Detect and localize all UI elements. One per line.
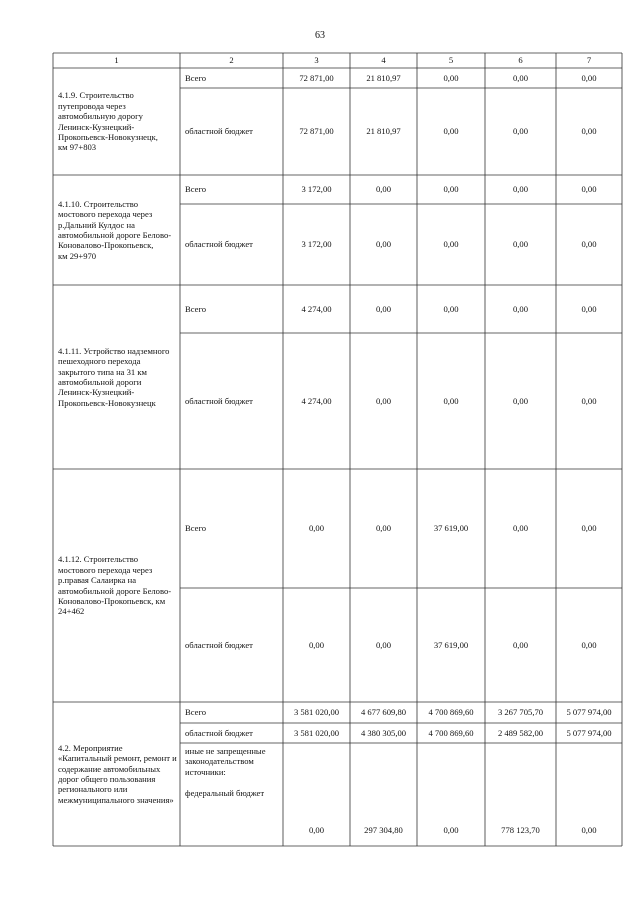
value-cell — [417, 175, 485, 204]
value-cell-text: 0,00 — [581, 824, 597, 835]
value-cell-text: 0,00 — [375, 523, 392, 534]
header-col-5 — [417, 55, 485, 68]
value-cell-text: 3 172,00 — [301, 239, 332, 250]
value-cell — [485, 818, 556, 842]
header-col-2-text: 2 — [229, 55, 234, 65]
value-cell-text: 5 077 974,00 — [566, 727, 612, 738]
value-cell — [350, 723, 417, 743]
funding-source-text: областной бюджет — [185, 395, 253, 406]
value-cell-text: 0,00 — [512, 126, 529, 137]
funding-source — [180, 204, 283, 285]
value-cell — [556, 588, 622, 702]
value-cell — [283, 88, 350, 175]
value-cell-text: 0,00 — [512, 395, 529, 406]
value-cell — [485, 469, 556, 588]
header-col-4-text: 4 — [381, 55, 386, 65]
value-cell — [417, 204, 485, 285]
value-cell — [417, 88, 485, 175]
value-cell-text: 5 077 974,00 — [566, 707, 612, 718]
block-name-text: 4.1.11. Устройство надземного пешеходного перехода закрытого типа на 31 км автомобильной дороги Ленинск-Кузнецкий-Прокопьевск-Новокузнецк — [58, 345, 170, 408]
funding-source-text: Всего — [185, 72, 207, 83]
value-cell-text: 0,00 — [512, 184, 529, 195]
header-col-1 — [53, 55, 180, 68]
funding-source — [180, 588, 283, 702]
value-cell-text: 0,00 — [308, 523, 325, 534]
value-cell — [556, 469, 622, 588]
value-cell-text: 0,00 — [443, 395, 459, 406]
value-cell — [417, 469, 485, 588]
funding-source — [180, 285, 283, 333]
value-cell — [556, 88, 622, 175]
value-cell-text: 0,00 — [443, 126, 459, 137]
value-cell — [350, 68, 417, 88]
funding-source — [180, 333, 283, 469]
value-cell-text: 3 172,00 — [301, 184, 332, 195]
funding-source-text: областной бюджет — [185, 639, 253, 650]
value-cell — [485, 588, 556, 702]
value-cell — [350, 469, 417, 588]
block-name — [53, 702, 180, 846]
funding-source — [180, 175, 283, 204]
value-cell — [556, 702, 622, 723]
value-cell-text: 0,00 — [581, 639, 597, 650]
header-col-6 — [485, 55, 556, 68]
value-cell — [485, 204, 556, 285]
block-name — [53, 68, 180, 175]
value-cell-text: 72 871,00 — [299, 72, 334, 83]
value-cell-text: 4 380 305,00 — [360, 727, 407, 738]
value-cell — [417, 723, 485, 743]
header-col-2 — [180, 55, 283, 68]
value-cell-text: 0,00 — [581, 126, 597, 137]
value-cell-text: 0,00 — [581, 72, 597, 83]
value-cell-text: 0,00 — [512, 303, 529, 314]
value-cell — [350, 88, 417, 175]
value-cell-text: 37 619,00 — [433, 639, 469, 650]
funding-source — [180, 746, 283, 843]
value-cell — [417, 68, 485, 88]
value-cell — [556, 333, 622, 469]
value-cell — [417, 285, 485, 333]
header-col-7 — [556, 55, 622, 68]
value-cell — [556, 175, 622, 204]
funding-source-text: Всего — [185, 707, 207, 718]
value-cell-text: 0,00 — [512, 523, 529, 534]
value-cell — [556, 723, 622, 743]
value-cell — [283, 68, 350, 88]
funding-source — [180, 723, 283, 743]
value-cell-text: 0,00 — [443, 303, 459, 314]
value-cell — [350, 333, 417, 469]
funding-source-text: Всего — [185, 303, 207, 314]
funding-source — [180, 88, 283, 175]
value-cell-text: 0,00 — [443, 184, 459, 195]
value-cell-text: 0,00 — [512, 239, 529, 250]
header-col-1-text: 1 — [114, 55, 119, 65]
funding-source-text: Всего — [185, 184, 207, 195]
value-cell-text: 0,00 — [581, 184, 597, 195]
value-cell-text: 4 677 609,80 — [360, 707, 407, 718]
value-cell-text: 3 581 020,00 — [293, 727, 340, 738]
header-col-5-text: 5 — [448, 55, 454, 65]
value-cell-text: 0,00 — [308, 824, 325, 835]
value-cell-text: 4 274,00 — [301, 395, 332, 406]
header-col-3-text: 3 — [314, 55, 319, 65]
header-col-7-text: 7 — [586, 55, 592, 65]
value-cell — [485, 88, 556, 175]
funding-source — [180, 702, 283, 723]
value-cell-text: 0,00 — [443, 239, 459, 250]
value-cell — [283, 723, 350, 743]
value-cell — [350, 588, 417, 702]
value-cell — [283, 702, 350, 723]
value-cell — [485, 68, 556, 88]
value-cell — [556, 204, 622, 285]
value-cell-text: 0,00 — [581, 239, 597, 250]
value-cell — [417, 702, 485, 723]
value-cell — [350, 818, 417, 842]
value-cell-text: 72 871,00 — [299, 126, 334, 137]
value-cell-text: 0,00 — [581, 395, 597, 406]
value-cell — [283, 333, 350, 469]
header-col-3 — [283, 55, 350, 68]
value-cell — [485, 723, 556, 743]
block-name — [53, 469, 180, 702]
value-cell — [556, 818, 622, 842]
value-cell-text: 37 619,00 — [433, 523, 469, 534]
value-cell-text: 21 810,97 — [366, 126, 401, 137]
value-cell-text: 0,00 — [375, 239, 392, 250]
block-name — [53, 175, 180, 285]
value-cell — [485, 702, 556, 723]
value-cell — [485, 285, 556, 333]
value-cell-text: 0,00 — [581, 303, 597, 314]
value-cell — [350, 702, 417, 723]
value-cell — [350, 204, 417, 285]
value-cell-text: 0,00 — [443, 72, 459, 83]
value-cell-text: 3 267 705,70 — [497, 707, 544, 718]
value-cell — [283, 588, 350, 702]
header-col-6-text: 6 — [518, 55, 523, 65]
value-cell-text: 0,00 — [375, 303, 392, 314]
value-cell-text: 0,00 — [512, 72, 529, 83]
value-cell-text: 0,00 — [443, 824, 459, 835]
funding-source-text: иные не запрещенные законодательством источники: федеральный бюджет — [185, 746, 266, 798]
value-cell-text: 297 304,80 — [364, 824, 403, 835]
value-cell-text: 0,00 — [512, 639, 529, 650]
value-cell-text: 0,00 — [375, 639, 392, 650]
value-cell-text: 0,00 — [308, 639, 325, 650]
block-name-text: 4.1.10. Строительство мостового перехода через р.Дальний Кулдос на автомобильной дороге Белово-Коновалово-Прокопьевск, км 29+970 — [58, 198, 172, 261]
value-cell — [485, 175, 556, 204]
value-cell — [485, 333, 556, 469]
block-name — [53, 285, 180, 469]
value-cell-text: 0,00 — [375, 395, 392, 406]
block-name-text: 4.1.9. Строительство путепровода через автомобильную дорогу Ленинск-Кузнецкий-Прокопьевск-Новокузнецк, км 97+803 — [58, 90, 158, 153]
funding-source-text: областной бюджет — [185, 727, 253, 738]
value-cell-text: 778 123,70 — [501, 824, 540, 835]
page-number: 63 — [315, 30, 325, 41]
value-cell — [556, 68, 622, 88]
value-cell — [283, 285, 350, 333]
value-cell-text: 2 489 582,00 — [497, 727, 544, 738]
funding-source-text: областной бюджет — [185, 239, 253, 250]
value-cell-text: 4 274,00 — [301, 303, 332, 314]
value-cell-text: 4 700 869,60 — [428, 727, 474, 738]
value-cell-text: 0,00 — [581, 523, 597, 534]
value-cell — [417, 588, 485, 702]
value-cell — [556, 285, 622, 333]
value-cell — [417, 818, 485, 842]
header-col-4 — [350, 55, 417, 68]
value-cell-text: 21 810,97 — [366, 72, 401, 83]
value-cell — [283, 204, 350, 285]
funding-source — [180, 68, 283, 88]
value-cell — [350, 175, 417, 204]
funding-source — [180, 469, 283, 588]
value-cell — [283, 175, 350, 204]
value-cell-text: 0,00 — [375, 184, 392, 195]
block-name-text: 4.1.12. Строительство мостового перехода через р.правая Салаирка на автомобильной дороге Белово-Коновалово-Прокопьевск, км 24+462 — [58, 554, 172, 617]
funding-source-text: Всего — [185, 523, 207, 534]
block-name-text: 4.2. Мероприятие «Капитальный ремонт, ремонт и содержание автомобильных дорог общего пользования регионального или межмуниципального значения» — [58, 742, 177, 805]
value-cell — [417, 333, 485, 469]
value-cell-text: 4 700 869,60 — [428, 707, 474, 718]
funding-source-text: областной бюджет — [185, 126, 253, 137]
value-cell — [350, 285, 417, 333]
value-cell — [283, 818, 350, 842]
value-cell-text: 3 581 020,00 — [293, 707, 340, 718]
value-cell — [283, 469, 350, 588]
